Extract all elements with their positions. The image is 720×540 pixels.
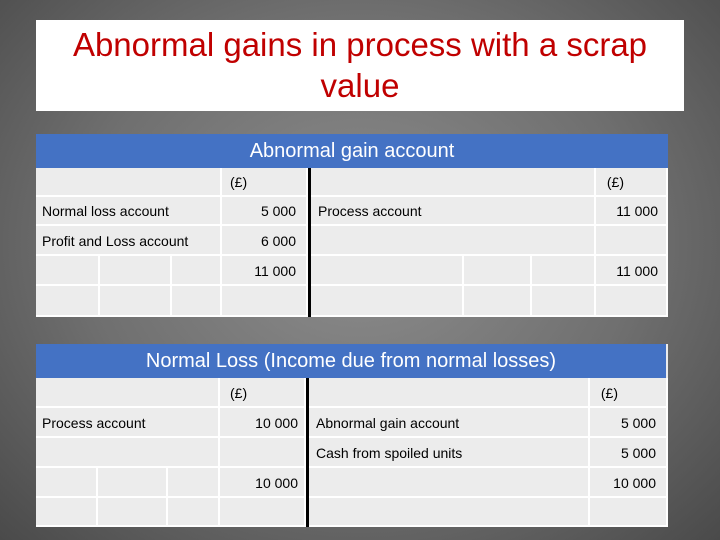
blank-cell bbox=[596, 226, 668, 256]
credit-entry-label: Cash from spoiled units bbox=[306, 438, 590, 468]
debit-entry-amount: 10 000 bbox=[220, 408, 306, 438]
blank-cell bbox=[464, 286, 532, 317]
blank-cell bbox=[306, 378, 590, 408]
blank-cell bbox=[308, 256, 464, 286]
blank-cell bbox=[36, 168, 222, 197]
blank-cell bbox=[36, 378, 220, 408]
credit-unit-label: (£) bbox=[590, 378, 668, 408]
blank-cell bbox=[172, 286, 222, 317]
slide-title bbox=[36, 20, 684, 111]
abnormal-gain-account-heading: Abnormal gain account bbox=[36, 134, 668, 168]
debit-entry-amount: 6 000 bbox=[222, 226, 308, 256]
blank-cell bbox=[100, 286, 172, 317]
blank-cell bbox=[532, 256, 596, 286]
debit-entry-label: Process account bbox=[36, 408, 220, 438]
credit-entry-amount: 5 000 bbox=[590, 408, 668, 438]
credit-entry-amount: 11 000 bbox=[596, 197, 668, 226]
credit-entry-label: Abnormal gain account bbox=[306, 408, 590, 438]
blank-cell bbox=[36, 498, 98, 527]
blank-cell bbox=[36, 438, 220, 468]
credit-total: 11 000 bbox=[596, 256, 668, 286]
blank-cell bbox=[222, 286, 308, 317]
blank-cell bbox=[172, 256, 222, 286]
blank-cell bbox=[36, 256, 100, 286]
debit-entry-label: Normal loss account bbox=[36, 197, 222, 226]
credit-total: 10 000 bbox=[590, 468, 668, 498]
debit-entry-amount: 5 000 bbox=[222, 197, 308, 226]
blank-cell bbox=[590, 498, 668, 527]
blank-cell bbox=[220, 498, 306, 527]
blank-cell bbox=[532, 286, 596, 317]
debit-entry-label: Profit and Loss account bbox=[36, 226, 222, 256]
debit-total: 10 000 bbox=[220, 468, 306, 498]
credit-entry-label: Process account bbox=[308, 197, 596, 226]
slide-title-line-2: value bbox=[320, 67, 400, 104]
normal-loss-account-table bbox=[36, 344, 668, 527]
blank-cell bbox=[308, 286, 464, 317]
blank-cell bbox=[100, 256, 172, 286]
slide-title-line-1: Abnormal gains in process with a scrap bbox=[72, 26, 648, 63]
credit-unit-label: (£) bbox=[596, 168, 668, 197]
normal-loss-account-heading: Normal Loss (Income due from normal losses) bbox=[36, 344, 666, 378]
blank-cell bbox=[220, 438, 306, 468]
blank-cell bbox=[168, 468, 220, 498]
blank-cell bbox=[98, 468, 168, 498]
credit-entry-amount: 5 000 bbox=[590, 438, 668, 468]
debit-unit-label: (£) bbox=[220, 378, 306, 408]
blank-cell bbox=[98, 498, 168, 527]
debit-unit-label: (£) bbox=[222, 168, 308, 197]
blank-cell bbox=[308, 168, 596, 197]
blank-cell bbox=[306, 498, 590, 527]
t-account-divider bbox=[308, 168, 311, 317]
abnormal-gain-account-table bbox=[36, 134, 668, 317]
blank-cell bbox=[306, 468, 590, 498]
blank-cell bbox=[36, 468, 98, 498]
blank-cell bbox=[308, 226, 596, 256]
blank-cell bbox=[168, 498, 220, 527]
blank-cell bbox=[464, 256, 532, 286]
blank-cell bbox=[596, 286, 668, 317]
blank-cell bbox=[36, 286, 100, 317]
debit-total: 11 000 bbox=[222, 256, 308, 286]
t-account-divider bbox=[306, 378, 309, 527]
